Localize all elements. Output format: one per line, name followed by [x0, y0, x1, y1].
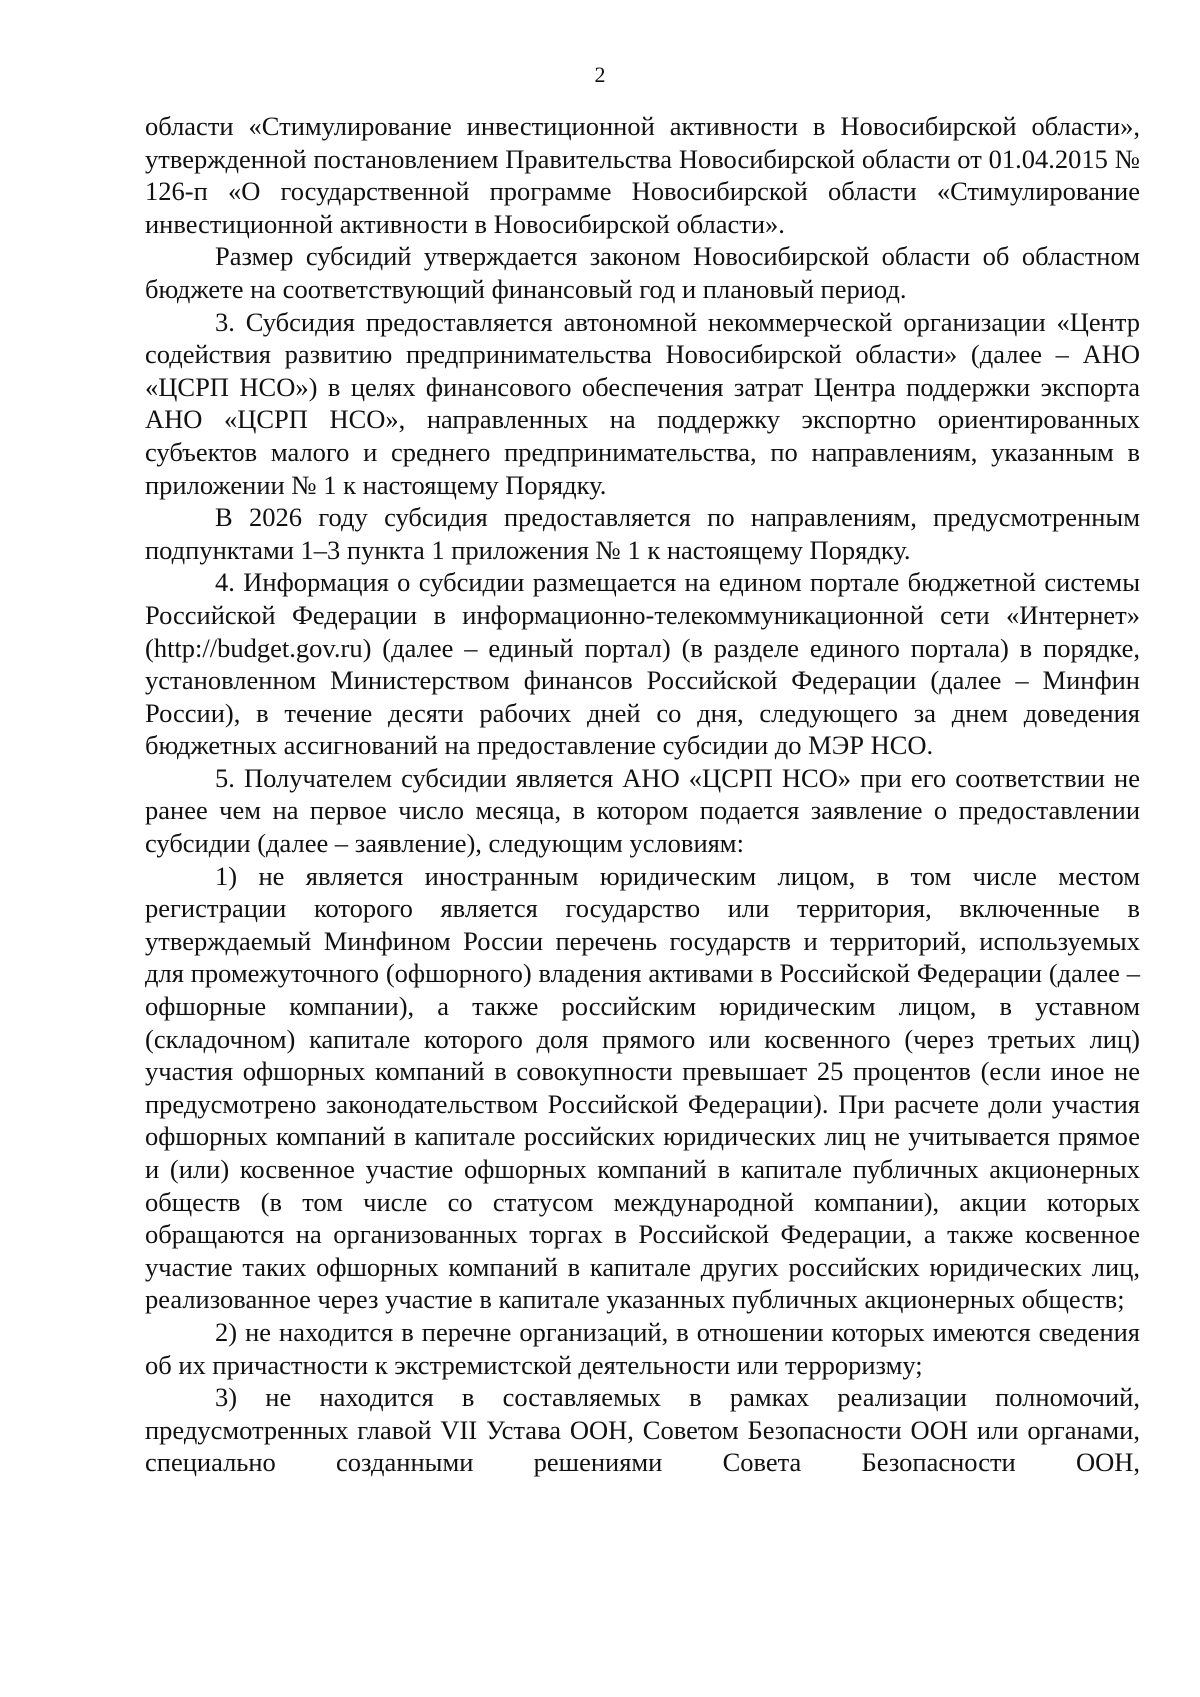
page-number: 2	[594, 62, 606, 87]
paragraph: 4. Информация о субсидии размещается на едином портале бюджетной системы Российской Федерации в информационно-телекоммуникационной сети «Интернет» (http://budget.gov.ru) (далее – единый портал) (в разделе единого портала) в порядке, установленном Министерством финансов Российской Федерации (далее – Минфин России), в течение десяти рабочих дней со дня, следующего за днем доведения бюджетных ассигнований на предоставление субсидии до МЭР НСО.	[145, 567, 1140, 761]
paragraph: Размер субсидий утверждается законом Новосибирской области об областном бюджете на соответствующий финансовый год и плановый период.	[145, 241, 1140, 304]
paragraph: 3) не находится в составляемых в рамках реализации полномочий, предусмотренных главой VII Устава ООН, Советом Безопасности ООН или органами, специально созданными решениями Совета Безопасности ООН,	[145, 1382, 1140, 1478]
paragraph: области «Стимулирование инвестиционной активности в Новосибирской области», утвержденной постановлением Правительства Новосибирской области от 01.04.2015 № 126-п «О государственной программе Новосибирской области «Стимулирование инвестиционной активности в Новосибирской области».	[145, 111, 1140, 239]
paragraph: 5. Получателем субсидии является АНО «ЦСРП НСО» при его соответствии не ранее чем на первое число месяца, в котором подается заявление о предоставлении субсидии (далее – заявление), следующим условиям:	[145, 762, 1140, 859]
paragraph: 1) не является иностранным юридическим лицом, в том числе местом регистрации которого является государство или территория, включенные в утверждаемый Минфином России перечень государств и территорий, используемых для промежуточного (офшорного) владения активами в Российской Федерации (далее – офшорные компании), а также российским юридическим лицом, в уставном (складочном) капитале которого доля прямого или косвенного (через третьих лиц) участия офшорных компаний в совокупности превышает 25 процентов (если иное не предусмотрено законодательством Российской Федерации). При расчете доли участия офшорных компаний в капитале российских юридических лиц не учитывается прямое и (или) косвенное участие офшорных компаний в капитале публичных акционерных обществ (в том числе со статусом международной компании), акции которых обращаются на организованных торгах в Российской Федерации, а также косвенное участие таких офшорных компаний в капитале других российских юридических лиц, реализованное через участие в капитале указанных публичных акционерных обществ;	[145, 860, 1140, 1315]
paragraph: 3. Субсидия предоставляется автономной некоммерческой организации «Центр содействия развитию предпринимательства Новосибирской области» (далее – АНО «ЦСРП НСО») в целях финансового обеспечения затрат Центра поддержки экспорта АНО «ЦСРП НСО», направленных на поддержку экспортно ориентированных субъектов малого и среднего предпринимательства, по направлениям, указанным в приложении № 1 к настоящему Порядку.	[145, 306, 1140, 500]
document-body	[145, 110, 1140, 1479]
paragraph: 2) не находится в перечне организаций, в отношении которых имеются сведения об их причастности к экстремистской деятельности или терроризму;	[145, 1316, 1140, 1380]
paragraph: В 2026 году субсидия предоставляется по направлениям, предусмотренным подпунктами 1–3 пункта 1 приложения № 1 к настоящему Порядку.	[145, 502, 1140, 565]
